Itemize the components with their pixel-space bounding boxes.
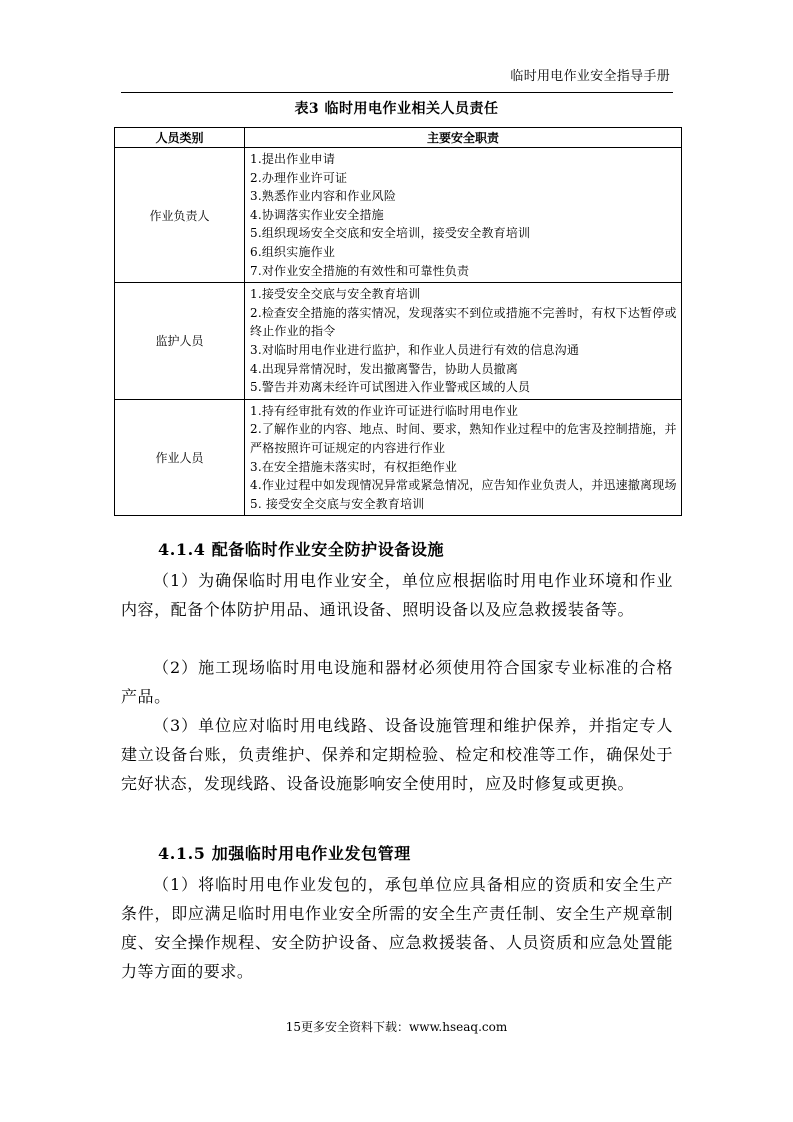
- table-header-row: [115, 128, 682, 148]
- column-header-duties: 主要安全职责: [245, 128, 682, 148]
- duty-item: 3.对临时用电作业进行监护，和作业人员进行有效的信息沟通: [250, 342, 580, 357]
- table-row: [115, 399, 682, 516]
- table-caption: 表3 临时用电作业相关人员责任: [294, 101, 499, 117]
- duty-item: 5. 接受安全交底与安全教育培训: [250, 496, 425, 511]
- page-footer: 15更多安全资料下载：www.hseaq.com: [285, 1020, 508, 1034]
- duty-item: 2.检查安全措施的落实情况，发现落实不到位或措施不完善时，有权下达暂停或终止作业的指令: [250, 305, 677, 339]
- responsibility-table: [114, 127, 682, 516]
- duties-cell: [245, 283, 682, 400]
- paragraph: （1）为确保临时用电作业安全，单位应根据临时用电作业环境和作业内容，配备个体防护用品、通讯设备、照明设备以及应急救援装备等。: [121, 571, 673, 619]
- duty-item: 7.对作业安全措施的有效性和可靠性负责: [250, 263, 470, 278]
- paragraph: （3）单位应对临时用电线路、设备设施管理和维护保养，并指定专人建立设备台账，负责维护、保养和定期检验、检定和校准等工作，确保处于完好状态，发现线路、设备设施影响安全使用时，应及时修复或更换。: [121, 716, 673, 793]
- table-row: [115, 148, 682, 283]
- table-row: [115, 283, 682, 400]
- duty-item: 1.提出作业申请: [250, 152, 336, 166]
- duty-item: 2.办理作业许可证: [250, 170, 348, 185]
- duty-item: 2.了解作业的内容、地点、时间、要求，熟知作业过程中的危害及控制措施，并严格按照许可证规定的内容进行作业: [250, 422, 677, 455]
- duties-cell: [245, 148, 682, 283]
- duty-item: 6.组织实施作业: [250, 244, 336, 259]
- duty-item: 3.熟悉作业内容和作业风险: [250, 189, 397, 204]
- duty-item: 1.接受安全交底与安全教育培训: [250, 287, 421, 302]
- duty-item: 3.在安全措施未落实时，有权拒绝作业: [250, 459, 458, 474]
- section-heading-4-1-5: 4.1.5 加强临时用电作业发包管理: [158, 844, 411, 863]
- duty-item: 4.出现异常情况时，发出撤离警告，协助人员撤离: [250, 361, 519, 376]
- role-cell: 作业负责人: [115, 148, 245, 283]
- duties-cell: [245, 399, 682, 516]
- duty-item: 1.持有经审批有效的作业许可证进行临时用电作业: [250, 403, 519, 418]
- column-header-role: 人员类别: [115, 128, 245, 148]
- role-cell: 作业人员: [115, 399, 245, 516]
- header-divider: [121, 92, 673, 93]
- running-header-title: 临时用电作业安全指导手册: [510, 69, 670, 84]
- duty-item: 5.组织现场安全交底和安全培训，接受安全教育培训: [250, 226, 531, 241]
- duty-item: 5.警告并劝离未经许可试图进入作业警戒区域的人员: [250, 380, 531, 395]
- duty-item: 4.协调落实作业安全措施: [250, 207, 384, 222]
- paragraph: （2）施工现场临时用电设施和器材必须使用符合国家专业标准的合格产品。: [121, 658, 673, 706]
- role-cell: 监护人员: [115, 283, 245, 400]
- paragraph: （1）将临时用电作业发包的，承包单位应具备相应的资质和安全生产条件，即应满足临时用电作业安全所需的安全生产责任制、安全生产规章制度、安全操作规程、安全防护设备、应急救援装备、人员资质和应急处置能力等方面的要求。: [121, 875, 673, 981]
- section-heading-4-1-4: 4.1.4 配备临时作业安全防护设备设施: [158, 540, 445, 559]
- duty-item: 4.作业过程中如发现情况异常或紧急情况，应告知作业负责人，并迅速撤离现场: [250, 478, 677, 493]
